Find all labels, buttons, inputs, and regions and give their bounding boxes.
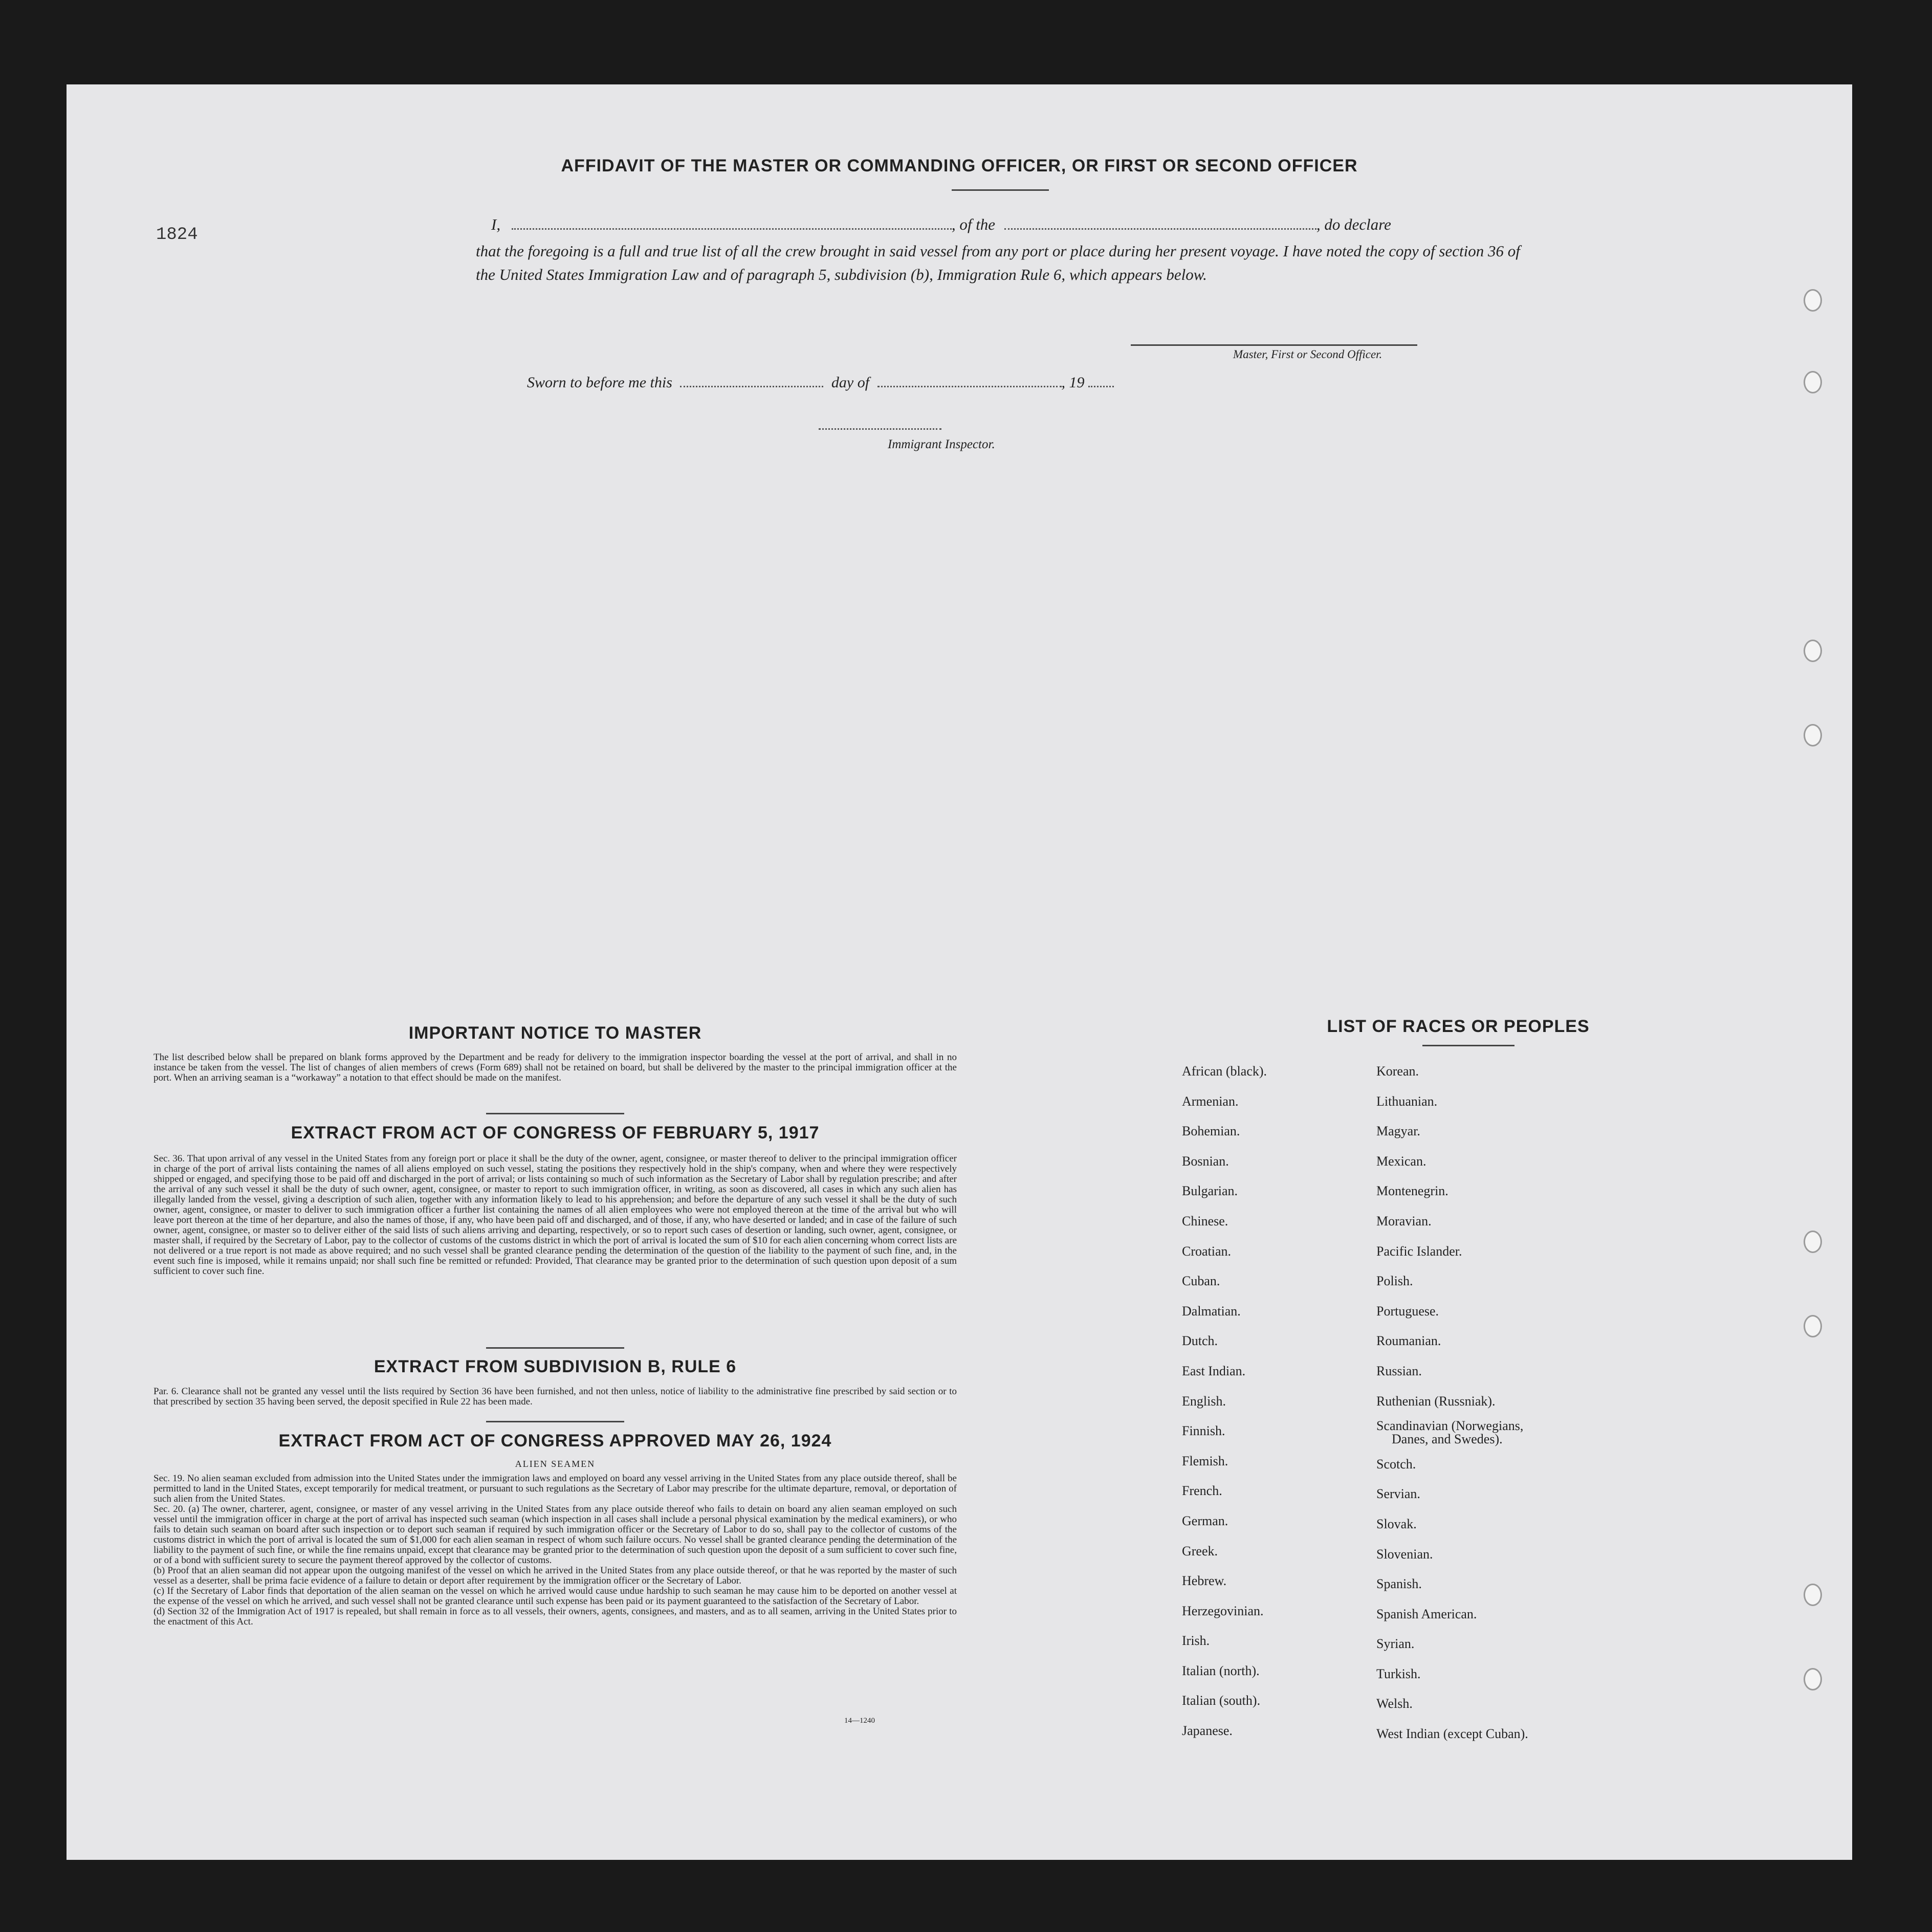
affidavit-title: AFFIDAVIT OF THE MASTER OR COMMANDING OFFICER, OR FIRST OR SECOND OFFICER: [561, 156, 1358, 175]
inspector-label: Immigrant Inspector.: [888, 437, 995, 451]
of-the-label: , of the: [951, 215, 996, 233]
handwritten-mark: 1824: [156, 225, 198, 245]
races-list-col1: [1182, 1057, 1267, 1746]
race-item: Hebrew.: [1182, 1573, 1227, 1589]
sworn-label: Sworn to before me this: [527, 374, 672, 391]
race-item: Syrian.: [1376, 1636, 1415, 1652]
binder-hole: [1804, 640, 1822, 662]
sworn-line: [527, 372, 1192, 391]
notice-body: The list described below shall be prepared on blank forms approved by the Department and be ready for delivery to the immigration inspector boarding the vessel at the port of arrival, and shall in no instance be taken from the vessel. The list of changes of alien members of crews (Form 689) shall not be retained on board, but shall be delivered by the master to the principal immigration officer at the port. When an arriving seaman is a “workaway” a notation to that effect should be made on the manifest.: [153, 1052, 957, 1083]
race-item: French.: [1182, 1483, 1222, 1499]
day-blank: [680, 372, 823, 387]
race-item: Korean.: [1376, 1064, 1419, 1079]
month-blank: [877, 372, 1062, 387]
sec-20d-text: (d) Section 32 of the Immigration Act of 1917 is repealed, but shall remain in force as to all vessels, their owners, agents, consignees, and masters, and as to all seamen, arriving in the United States prior to the enactment of this Act.: [153, 1606, 957, 1627]
binder-hole: [1804, 1315, 1822, 1337]
name-blank: [512, 215, 952, 230]
declare-label: , do declare: [1316, 215, 1391, 233]
signature-line: [1131, 344, 1417, 346]
subdivision-b-body: Par. 6. Clearance shall not be granted any vessel until the lists required by Section 36 have been furnished, and not then unless, notice of liability to the administrative fine prescribed by said section or to that prescribed by section 35 having been served, the deposit specified in Rule 22 has been made.: [153, 1386, 957, 1407]
race-item-scandinavian: [1376, 1416, 1528, 1450]
race-item: Polish.: [1376, 1274, 1413, 1289]
race-item: Flemish.: [1182, 1453, 1228, 1468]
race-item: Slovenian.: [1376, 1546, 1433, 1562]
race-item: German.: [1182, 1513, 1228, 1528]
divider: [486, 1113, 624, 1114]
race-item: Italian (north).: [1182, 1663, 1260, 1678]
race-item: Croatian.: [1182, 1243, 1232, 1259]
extract-1924-title: EXTRACT FROM ACT OF CONGRESS APPROVED MAY 26, 1924: [278, 1431, 832, 1451]
race-item: Finnish.: [1182, 1423, 1225, 1439]
race-item: Mexican.: [1376, 1153, 1426, 1169]
divider: [486, 1347, 624, 1349]
notice-title: IMPORTANT NOTICE TO MASTER: [408, 1023, 702, 1043]
day-of-label: day of: [831, 374, 870, 391]
form-number: 14—1240: [844, 1717, 875, 1725]
race-item: Bohemian.: [1182, 1124, 1240, 1139]
affidavit-body: that the foregoing is a full and true list of all the crew brought in said vessel from any port or place during her present voyage. I have noted the copy of section 36 of the United States Immigration Law and of paragraph 5, subdivision (b), Immigration Rule 6, which appears below.: [476, 242, 1520, 283]
race-item: Turkish.: [1376, 1666, 1421, 1681]
year-label: , 19: [1061, 374, 1085, 391]
sec-20c-text: (c) If the Secretary of Labor finds that deportation of the alien seaman on the vessel on which he arrived would cause undue hardship to such seaman he may cause him to be deported on another vessel at the expense of the vessel on which he arrived, and such vessel shall not be granted clearance until such expense has been paid or its payment guaranteed to the satisfaction of the Secretary of Labor.: [153, 1586, 957, 1607]
extract-1917-title: EXTRACT FROM ACT OF CONGRESS OF FEBRUARY 5, 1917: [291, 1123, 820, 1143]
race-item-line: Danes, and Swedes).: [1392, 1432, 1503, 1447]
race-item: English.: [1182, 1393, 1226, 1409]
binder-hole: [1804, 724, 1822, 747]
race-item: Bosnian.: [1182, 1153, 1229, 1169]
race-item: Pacific Islander.: [1376, 1243, 1462, 1259]
race-item: Chinese.: [1182, 1213, 1228, 1228]
inspector-signature-line: [819, 428, 941, 430]
race-item: Roumanian.: [1376, 1333, 1441, 1349]
race-item: Spanish American.: [1376, 1606, 1477, 1621]
race-item: Irish.: [1182, 1633, 1210, 1649]
race-item: Bulgarian.: [1182, 1183, 1238, 1199]
race-item: Russian.: [1376, 1363, 1422, 1378]
race-item: Italian (south).: [1182, 1693, 1261, 1708]
extract-1924-subtitle: ALIEN SEAMEN: [515, 1459, 596, 1469]
race-item: Spanish.: [1376, 1576, 1422, 1592]
race-item: Servian.: [1376, 1486, 1420, 1502]
binder-hole: [1804, 371, 1822, 393]
race-item: East Indian.: [1182, 1363, 1246, 1378]
race-item: Dutch.: [1182, 1333, 1218, 1349]
extract-1924-body: [153, 1474, 957, 1627]
sec-20b-text: (b) Proof that an alien seaman did not appear upon the outgoing manifest of the vessel on which he arrived in the United States from any place outside thereof, or that he was reported by the master of such vessel as a deserter, shall be prima facie evidence of a failure to detain or deport after requirement by the immigration officer or the Secretary of Labor.: [153, 1565, 957, 1586]
signature-label: Master, First or Second Officer.: [1233, 348, 1382, 361]
sec-20a-text: Sec. 20. (a) The owner, charterer, agent, consignee, or master of any vessel arriving in the United States from any place outside thereof who fails to detain on board any alien seaman employed on such vessel until the immigration officer in charge at the port of arrival has inspected such seaman (which inspection in all cases shall include a personal physical examination by the medical examiners), or who fails to detain such seaman on board after such inspection or to deport such seaman if required by such immigration officer or the Secretary of Labor to do so, shall pay to the collector of customs of the customs district in which the port of arrival is located the sum of $1,000 for each alien seaman in respect of whom such failure occurs. No vessel shall be granted clearance pending the determination of the liability to the payment of such fine, or while the fine remains unpaid, except that clearance may be granted prior to the determination of such question upon the deposit of a sum sufficient to cover such fine, or of a bond with sufficient surety to secure the payment thereof approved by the collector of customs.: [153, 1504, 957, 1566]
race-item: Greek.: [1182, 1543, 1218, 1558]
divider: [952, 189, 1049, 191]
extract-1917-body: Sec. 36. That upon arrival of any vessel in the United States from any foreign port or place it shall be the duty of the owner, agent, consignee, or master thereof to deliver to the principal immigration officer in charge of the port of arrival lists containing the names of all aliens employed on such vessel, stating the positions they respectively hold in the ship's company, when and where they were respectively shipped or engaged, and specifying those to be paid off and discharged in the port of arrival; or lists containing so much of such information as the Secretary of Labor shall by regulation prescribe; and after the arrival of any such vessel it shall be the duty of such owner, agent, consignee, or master to report to such immigration officer, in writing, as soon as discovered, all cases in which any such alien has illegally landed from the vessel, giving a description of such alien, together with any information likely to lead to his apprehension; and before the departure of any such vessel it shall be the duty of such owner, agent, consignee, or master to deliver to such immigration officer a further list containing the names of all alien employees who were not employed thereon at the time of the arrival but who will leave port thereon at the time of her departure, and also the names of those, if any, who have been paid off and discharged, and of those, if any, who have deserted or landed; and in case of the failure of such owner, agent, consignee, or master so to deliver either of the said lists of such aliens arriving and departing, respectively, or so to report such cases of desertion or landing, such owner, agent, consignee, or master shall, if required by the Secretary of Labor, pay to the collector of customs of the customs district in which the port of arrival is located the sum of $10 for each alien concerning whom correct lists are not delivered or a true report is not made as above required; and no such vessel shall be granted clearance pending the determination of the question of the liability to the payment of such fine, and, in the event such fine is imposed, while it remains unpaid; nor shall such fine be remitted or refunded: Provided, That clearance may be granted prior to the determination of such question upon deposit of a sum sufficient to cover such fine.: [153, 1153, 957, 1277]
race-item: West Indian (except Cuban).: [1376, 1726, 1528, 1742]
race-item: Herzegovinian.: [1182, 1603, 1264, 1618]
divider: [486, 1421, 624, 1422]
year-blank: [1088, 372, 1114, 387]
race-item: African (black).: [1182, 1064, 1267, 1079]
binder-hole: [1804, 1584, 1822, 1606]
document-page: [67, 84, 1852, 1860]
races-list-col2: [1376, 1057, 1528, 1749]
race-item: Moravian.: [1376, 1213, 1432, 1228]
sec-19-text: Sec. 19. No alien seaman excluded from admission into the United States under the immigration laws and employed on board any vessel arriving in the United States from any place outside thereof, shall be permitted to land in the United States, except temporarily for medical treatment, or pursuant to such regulations as the Secretary of Labor may prescribe for the ultimate departure, removal, or deportation of such alien from the United States.: [153, 1473, 957, 1504]
race-item: Japanese.: [1182, 1723, 1233, 1739]
race-item: Montenegrin.: [1376, 1183, 1448, 1199]
binder-hole: [1804, 1231, 1822, 1253]
i-label: I,: [491, 215, 501, 233]
binder-hole: [1804, 289, 1822, 312]
vessel-blank: [1004, 215, 1316, 230]
race-item-line: Scandinavian (Norwegians,: [1376, 1418, 1524, 1434]
race-item: Portuguese.: [1376, 1303, 1439, 1319]
divider: [1422, 1045, 1514, 1046]
race-item: Slovak.: [1376, 1516, 1417, 1531]
race-item: Lithuanian.: [1376, 1093, 1438, 1109]
races-title: LIST OF RACES OR PEOPLES: [1327, 1017, 1590, 1036]
race-item: Cuban.: [1182, 1274, 1220, 1289]
race-item: Magyar.: [1376, 1124, 1420, 1139]
race-item: Welsh.: [1376, 1696, 1413, 1711]
race-item: Dalmatian.: [1182, 1303, 1241, 1319]
binder-hole: [1804, 1668, 1822, 1690]
race-item: Scotch.: [1376, 1456, 1416, 1472]
affidavit-declaration-line: [491, 215, 1535, 234]
subdivision-b-title: EXTRACT FROM SUBDIVISION B, RULE 6: [374, 1357, 737, 1376]
race-item: Ruthenian (Russniak).: [1376, 1393, 1496, 1409]
race-item: Armenian.: [1182, 1093, 1239, 1109]
